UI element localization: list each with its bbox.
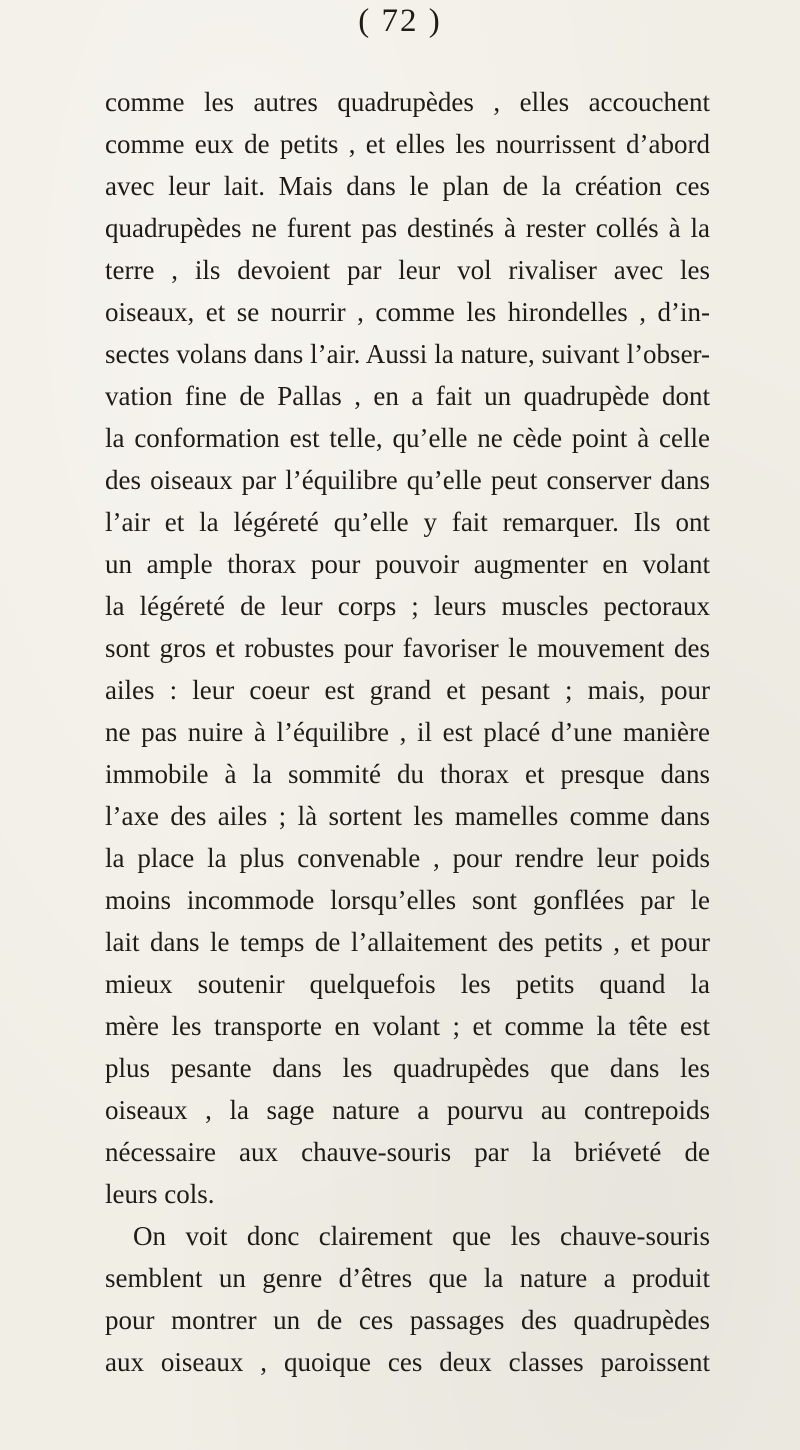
text-line: moins incommode lorsqu’elles sont gonflées par le (105, 885, 710, 915)
text-line: sont gros et robustes pour favoriser le mouvement des (105, 633, 710, 663)
text-line: l’axe des ailes ; là sortent les mamelles comme dans (105, 801, 710, 831)
text-line: comme eux de petits , et elles les nourrissent d’abord (105, 129, 710, 159)
text-line: On voit donc clairement que les chauve-souris (133, 1221, 710, 1251)
text-line: oiseaux, et se nourrir , comme les hirondelles , d’in- (105, 297, 710, 327)
text-line: plus pesante dans les quadrupèdes que dans les (105, 1053, 710, 1083)
text-line: aux oiseaux , quoique ces deux classes paroissent (105, 1347, 710, 1377)
page-number: ( 72 ) (358, 3, 442, 39)
text-line: comme les autres quadrupèdes , elles accouchent (105, 87, 710, 117)
text-line: lait dans le temps de l’allaitement des petits , et pour (105, 927, 710, 957)
text-line: terre , ils devoient par leur vol rivaliser avec les (105, 255, 710, 285)
text-line: des oiseaux par l’équilibre qu’elle peut conserver dans (105, 465, 710, 495)
text-line: un ample thorax pour pouvoir augmenter en volant (105, 549, 710, 579)
text-line: oiseaux , la sage nature a pourvu au contrepoids (105, 1095, 710, 1125)
text-line: nécessaire aux chauve-souris par la briéveté de (105, 1137, 710, 1167)
text-line: sectes volans dans l’air. Aussi la nature, suivant l’obser- (105, 339, 710, 369)
text-line: l’air et la légéreté qu’elle y fait remarquer. Ils ont (105, 507, 710, 537)
text-line: la place la plus convenable , pour rendre leur poids (105, 843, 710, 873)
text-line: quadrupèdes ne furent pas destinés à rester collés à la (105, 213, 710, 243)
text-line: mère les transporte en volant ; et comme la tête est (105, 1011, 710, 1041)
text-line: pour montrer un de ces passages des quadrupèdes (105, 1305, 710, 1335)
text-line: immobile à la sommité du thorax et presque dans (105, 759, 710, 789)
text-line: la légéreté de leur corps ; leurs muscles pectoraux (105, 591, 710, 621)
text-line: la conformation est telle, qu’elle ne cède point à celle (105, 423, 710, 453)
text-line: vation fine de Pallas , en a fait un quadrupède dont (105, 381, 710, 411)
text-line: ne pas nuire à l’équilibre , il est placé d’une manière (105, 717, 710, 747)
text-line: semblent un genre d’êtres que la nature a produit (105, 1263, 710, 1293)
text-line: ailes : leur coeur est grand et pesant ; mais, pour (105, 675, 710, 705)
text-line: leurs cols. (105, 1179, 215, 1209)
text-line: mieux soutenir quelquefois les petits quand la (105, 969, 710, 999)
text-line: avec leur lait. Mais dans le plan de la création ces (105, 171, 710, 201)
